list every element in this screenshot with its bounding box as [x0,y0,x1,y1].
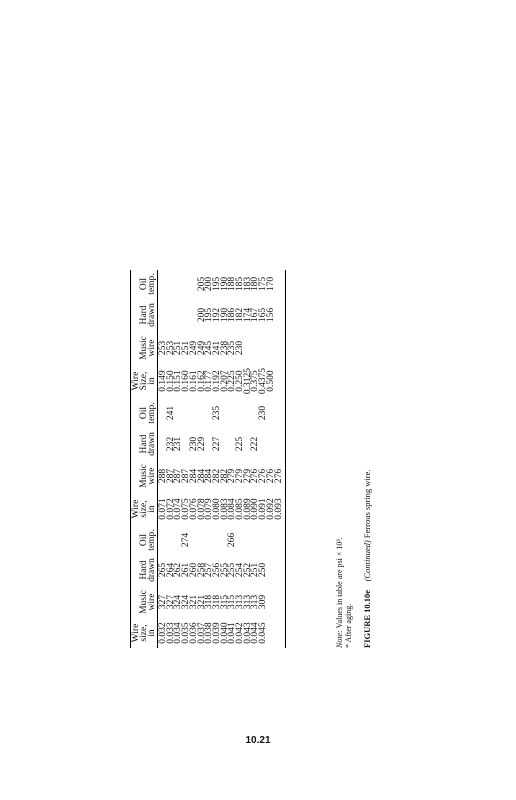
table-body [158,270,286,648]
table-cell: 0.083 [219,498,230,520]
table-row [175,270,183,648]
table-cell: 0.177 [204,370,215,392]
table-cell [183,398,191,428]
column-header-line: Hard [139,434,149,454]
note-label: Note: [335,630,344,648]
column-header [131,398,158,428]
table-cell: 0.084 [227,498,238,520]
table-cell: 324 [181,594,192,610]
table-cell: 251 [173,340,184,356]
table-cell [268,398,276,428]
table-cell: 258 [196,562,207,578]
column-header-line: Oil [139,277,149,291]
table-cell: 205 [196,276,207,292]
table-cell: 230 [258,405,269,421]
table-cell [191,526,199,554]
table-cell: 315 [219,594,230,610]
table-cell: 231 [173,436,184,452]
table-cell [252,332,260,364]
table-cell: 235 [227,340,238,356]
column-header-line: Music [139,336,149,360]
table-row [237,270,245,648]
column-header-line: drawn [147,303,157,327]
table-cell: 321 [188,594,199,610]
table-cell [276,618,286,648]
table-cell: 182 [235,307,246,323]
table-cell: 0.080 [211,498,222,520]
table-cell: 174 [242,307,253,323]
table-cell: 284 [204,468,215,484]
table-cell [268,618,276,648]
table-cell: 276 [265,468,276,484]
table-cell [268,586,276,618]
table-cell: 252 [242,562,253,578]
table-cell: 0.033 [165,622,176,644]
table-cell: 324 [173,594,184,610]
table-cell: 241 [211,340,222,356]
table-cell [229,398,237,428]
column-header-line: Music [139,464,149,488]
table-cell: 288 [158,468,168,484]
table-cell [245,398,253,428]
table-cell: 230 [188,436,199,452]
table-cell [191,398,199,428]
table-cell [276,586,286,618]
table-cell: 0.149 [158,370,168,392]
table-row [260,270,268,648]
table-row [222,270,230,648]
table-cell: 0.076 [188,498,199,520]
table-cell [237,398,245,428]
table-row [229,270,237,648]
table-cell [252,526,260,554]
table-cell: 0.091 [258,498,269,520]
table-cell: 284 [188,468,199,484]
table-cell: 0.150 [165,370,176,392]
table-cell: 249 [188,340,199,356]
column-header-line: Hard [139,560,149,580]
caption-continued: (Continued) [362,540,372,582]
table-cell: 0.151 [173,370,184,392]
table-cell: 0.071 [158,498,168,520]
column-header [131,298,158,332]
table-cell: 251 [181,340,192,356]
table-cell: 0.161 [188,370,199,392]
column-header-line: temp. [147,273,157,295]
table-cell: 0.207 [219,370,230,392]
table-cell: 188 [227,276,238,292]
table-cell: 0.037 [196,622,207,644]
table-header-row [131,270,158,648]
table-cell [158,298,168,332]
column-header-line: temp. [147,529,157,551]
table-cell [268,554,276,586]
table-cell: 0.043 [242,622,253,644]
table-cell: 318 [211,594,222,610]
column-header [131,332,158,364]
table-cell [276,398,286,428]
column-header [131,586,158,618]
table-cell: 0.036 [188,622,199,644]
table-cell [158,270,168,298]
table-cell: 266 [227,532,238,548]
table-cell: 156 [265,307,276,323]
table-cell: 276 [250,468,261,484]
table-cell: 235 [211,405,222,421]
table-row [183,270,191,648]
table-cell [183,298,191,332]
table-cell: 0.162 [196,370,207,392]
table-cell: 0.4375 [258,367,269,395]
table-cell: 287 [165,468,176,484]
table-row [158,270,168,648]
table-cell: 0.089 [242,498,253,520]
table-cell [222,398,230,428]
table-cell: 230 [235,340,246,356]
table-cell: 0.045 [258,622,269,644]
table-cell: 260 [188,562,199,578]
table-cell: 0.3125 [242,367,253,395]
table-cell: 183 [242,276,253,292]
rotated-table-block [130,128,380,648]
table-cell: 321 [196,594,207,610]
table-cell: 170 [265,276,276,292]
table-cell: 0.160 [181,370,192,392]
table-cell: 0.225 [227,370,238,392]
note-line [335,537,344,648]
column-header-line: in [147,505,157,513]
table-cell [268,526,276,554]
table-cell: 175 [258,276,269,292]
table-cell [206,526,214,554]
table-cell: 261 [181,562,192,578]
table-cell: 284 [196,468,207,484]
table-note [335,537,353,648]
table-cell [199,526,207,554]
table-cell: 0.085 [235,498,246,520]
table-row [191,270,199,648]
column-header [131,364,158,398]
column-header-line: drawn [147,432,157,456]
table-cell: 200 [204,276,215,292]
table-cell [276,364,286,398]
ferrous-spring-wire-table [130,270,286,648]
table-cell: 274 [181,532,192,548]
table-cell: 257 [204,562,215,578]
table-row [199,270,207,648]
table-cell: 180 [250,276,261,292]
table-cell [245,332,253,364]
table-cell: 0.500 [265,370,276,392]
table-cell: 250 [258,562,269,578]
column-header-line: temp. [147,402,157,424]
table-cell: 0.093 [276,492,286,526]
table-cell: 251 [250,562,261,578]
table-cell: 165 [258,307,269,323]
table-cell: 222 [250,436,261,452]
table-cell [175,398,183,428]
column-header-line: Wire [131,371,141,391]
table-cell: 0.079 [204,498,215,520]
table-cell [245,526,253,554]
table-cell: 279 [235,468,246,484]
table-cell: 265 [158,562,168,578]
column-header [131,270,158,298]
table-row [168,270,176,648]
column-header-line: Hard [139,305,149,325]
column-header-line: drawn [147,558,157,582]
table-cell [168,270,176,298]
table-cell: 192 [211,307,222,323]
figure-number: FIGURE 10.10e [362,589,372,648]
table-cell: 0.040 [219,622,230,644]
table-cell: 315 [227,594,238,610]
table-cell [175,270,183,298]
column-header [131,492,158,526]
note-text: Values in table are psi × 10³. [335,537,344,629]
table-cell: 253 [158,340,168,356]
column-header [131,526,158,554]
table-cell: 313 [235,594,246,610]
table-cell [260,526,268,554]
table-cell: 0.038 [204,622,215,644]
table-cell: 0.250 [235,370,246,392]
table-cell: 0.375 [250,370,261,392]
table-cell: 287 [173,468,184,484]
table-cell: 225 [235,436,246,452]
table-cell: 313 [250,594,261,610]
table-row [206,270,214,648]
column-header-line: Music [139,590,149,614]
table-cell: 200 [196,307,207,323]
table-cell: 255 [219,562,230,578]
table-cell [276,270,286,298]
column-header [131,618,158,648]
table-cell: 276 [276,460,286,492]
table-row [252,270,260,648]
table-cell: 282 [211,468,222,484]
column-header-line: Oil [139,406,149,420]
table-cell [268,428,276,460]
table-cell: 0.041 [227,622,238,644]
page-number: 10.21 [245,735,271,746]
table-cell: 190 [219,276,230,292]
table-cell: 229 [196,436,207,452]
table-cell: 0.039 [211,622,222,644]
column-header-line: in [147,377,157,385]
table-cell [175,298,183,332]
table-cell [260,332,268,364]
table-cell: 249 [196,340,207,356]
table-cell [268,332,276,364]
table-cell: 0.092 [265,498,276,520]
table-cell: 313 [242,594,253,610]
table-cell: 167 [250,307,261,323]
column-header-line: Wire [131,623,141,643]
table-cell: 0.192 [211,370,222,392]
table-cell: 279 [227,468,238,484]
column-header-line: size, [139,624,149,642]
table-cell: 185 [235,276,246,292]
table-cell: 0.035 [181,622,192,644]
table-cell: 264 [165,562,176,578]
table-cell: 327 [158,594,168,610]
table-cell: 232 [165,436,176,452]
column-header [131,428,158,460]
caption-title: Ferrous spring wire. [362,469,372,539]
table-cell: 309 [258,594,269,610]
table-cell: 195 [211,276,222,292]
table-cell: 0.032 [158,622,168,644]
table-cell: 0.044 [250,622,261,644]
table-cell: 0.090 [250,498,261,520]
table-cell: 0.072 [165,498,176,520]
table-cell: 0.042 [235,622,246,644]
column-header-line: in [147,629,157,637]
table-cell: 253 [165,340,176,356]
table-cell: 227 [211,436,222,452]
table-cell: 195 [204,307,215,323]
table-cell: 241 [165,405,176,421]
table-cell [222,428,230,460]
table-cell: 190 [219,307,230,323]
table-row [276,270,286,648]
table-cell: 255 [227,562,238,578]
table-cell [168,298,176,332]
table-row [214,270,222,648]
table-cell: 254 [235,562,246,578]
table-cell: 318 [204,594,215,610]
table-cell: 279 [242,468,253,484]
table-cell: 0.078 [196,498,207,520]
table-cell: 327 [165,594,176,610]
table-cell: 282 [219,468,230,484]
table-cell [168,526,176,554]
table-cell: 0.074 [173,498,184,520]
table-cell: 0.075 [181,498,192,520]
column-header-line: Wire [131,499,141,519]
column-header [131,554,158,586]
table-cell: 256 [211,562,222,578]
table-cell [276,554,286,586]
footnote-line: * After aging. [344,603,353,648]
table-cell [276,428,286,460]
table-cell [276,298,286,332]
table-cell: 276 [258,468,269,484]
table-cell: 238 [219,340,230,356]
table-cell: 245 [204,340,215,356]
table-row [245,270,253,648]
column-header-line: wire [147,467,157,485]
table-row [268,270,276,648]
table-cell [183,270,191,298]
column-header [131,460,158,492]
column-header-line: Oil [139,533,149,547]
table-cell: 186 [227,307,238,323]
figure-caption [362,470,372,649]
table-cell [237,526,245,554]
column-header-line: Size, [139,371,149,391]
table-cell: 0.034 [173,622,184,644]
table-cell [276,526,286,554]
column-header-line: wire [147,593,157,611]
table-cell [260,428,268,460]
column-header-line: wire [147,339,157,357]
table-cell [199,398,207,428]
table-cell [276,332,286,364]
table-cell: 287 [181,468,192,484]
column-header-line: size, [139,500,149,518]
table-cell [158,526,168,554]
table-cell: 262 [173,562,184,578]
table-cell [214,526,222,554]
